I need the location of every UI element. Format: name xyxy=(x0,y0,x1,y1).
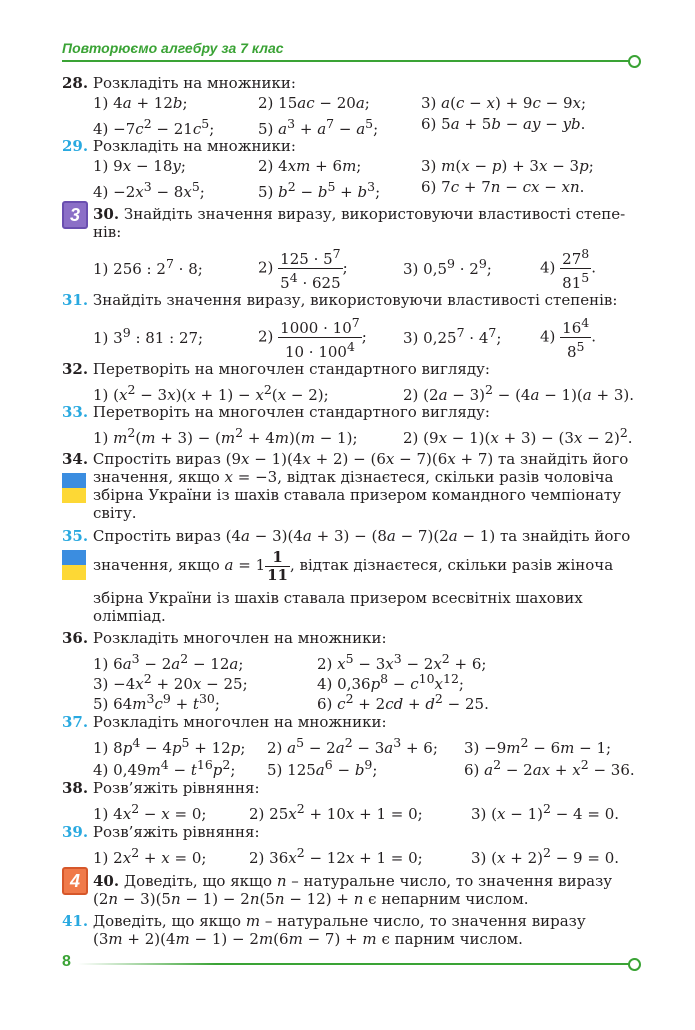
exercise-38-item: 1) $4x^2 - x = 0$; xyxy=(93,801,207,823)
page-header-title: Повторюємо алгебру за 7 клас xyxy=(62,40,284,56)
level-3-badge: 3 xyxy=(62,201,88,229)
exercise-41-line1: 41. Доведіть, що якщо m – натуральне число, то значення виразу xyxy=(62,912,586,930)
exercise-29-item: 3) m(x − p) + 3x − 3p; xyxy=(421,157,594,175)
exercise-37-item: 4) $0,49m^4 - t^{16}p^2$; xyxy=(93,757,236,779)
exercise-29-item: 5) $b^2 - b^5 + b^3$; xyxy=(258,179,381,201)
exercise-34-line3: збірна України із шахів ставала призером командного чемпіонату xyxy=(93,486,622,504)
header-rule-dot xyxy=(628,55,641,68)
header-rule xyxy=(62,60,630,62)
exercise-35-line1: 35. Спростіть вираз (4a − 3)(4a + 3) − (8a − 7)(2a − 1) та знайдіть його xyxy=(62,527,631,545)
exercise-40-line2: (2n − 3)(5n − 1) − 2n(5n − 12) + n є непарним числом. xyxy=(93,890,529,908)
exercise-40-line1: 40. Доведіть, що якщо n – натуральне число, то значення виразу xyxy=(93,872,613,890)
exercise-32-item: 1) $(x^2 - 3x)(x + 1) - x^2(x - 2)$; xyxy=(93,382,329,404)
exercise-29-heading: 29. Розкладіть на множники: xyxy=(62,137,296,155)
exercise-30-item: 3) $0,5^9 \cdot 2^9$; xyxy=(403,256,492,278)
exercise-39-heading: 39. Розв’яжіть рівняння: xyxy=(62,823,260,841)
exercise-30-heading-cont: нів: xyxy=(93,223,122,241)
exercise-28-item: 6) 5a + 5b − ay − yb. xyxy=(421,115,586,133)
exercise-32-item: 2) $(2a - 3)^2 - (4a - 1)(a + 3)$. xyxy=(403,382,635,404)
exercise-29-item: 6) 7c + 7n − cx − xn. xyxy=(421,178,585,196)
exercise-37-item: 1) $8p^4 - 4p^5 + 12p$; xyxy=(93,735,246,757)
exercise-28-item: 3) a(c − x) + 9c − 9x; xyxy=(421,94,587,112)
exercise-29-item: $4) -2x^3 - 8x^5$; xyxy=(93,179,205,201)
exercise-37-item: 6) $a^2 - 2ax + x^2 - 36$. xyxy=(464,757,635,779)
exercise-29-item: 1) 9x − 18y; xyxy=(93,157,186,175)
exercise-38-item: 2) $25x^2 + 10x + 1 = 0$; xyxy=(249,801,423,823)
exercise-31-heading: 31. Знайдіть значення виразу, використовуючи властивості степенів: xyxy=(62,291,618,309)
exercise-32-heading: 32. Перетворіть на многочлен стандартного вигляду: xyxy=(62,360,490,378)
exercise-37-heading: 37. Розкладіть многочлен на множники: xyxy=(62,713,387,731)
exercise-30-item: 1) 256 : $2^7 \cdot 8$; xyxy=(93,256,203,278)
exercise-37-item: $3) -9m^2 - 6m - 1$; xyxy=(464,735,612,757)
exercise-31-item: 3) $0,25^7 \cdot 4^7$; xyxy=(403,325,502,347)
exercise-31-item: 4) $\frac{16^4}{8^5}$ . xyxy=(540,315,596,361)
exercise-33-item: 2) $(9x - 1)(x + 3) - (3x - 2)^2$. xyxy=(403,425,633,447)
footer-rule xyxy=(78,963,630,965)
exercise-35-line2: значення, якщо a = 1 $\frac{1}{11}$ , відтак дізнаєтеся, скільки разів жіноча xyxy=(93,547,614,584)
exercise-34-line4: світу. xyxy=(93,504,137,522)
exercise-28-item: $4) -7c^2 - 21c^5$; xyxy=(93,116,215,138)
exercise-37-item: 5) $125a^6 - b^9$; xyxy=(267,757,378,779)
level-4-badge: 4 xyxy=(62,867,88,895)
footer-rule-dot xyxy=(628,958,641,971)
exercise-39-item: 2) $36x^2 - 12x + 1 = 0$; xyxy=(249,845,423,867)
exercise-29-item: 2) 4xm + 6m; xyxy=(258,157,362,175)
ukraine-flag-icon xyxy=(62,550,86,580)
exercise-38-item: 3) $(x - 1)^2 - 4 = 0$. xyxy=(471,801,620,823)
exercise-33-heading: 33. Перетворіть на многочлен стандартного вигляду: xyxy=(62,403,490,421)
exercise-31-item: 1) $3^9$ : 81 : 27; xyxy=(93,325,204,347)
exercise-28-item: 5) $a^3 + a^7 - a^5$; xyxy=(258,116,379,138)
exercise-28-item: 1) 4a + 12b; xyxy=(93,94,188,112)
exercise-33-item: 1) $m^2(m + 3) - (m^2 + 4m)(m - 1)$; xyxy=(93,425,358,447)
exercise-28-item: 2) 15ac − 20a; xyxy=(258,94,370,112)
exercise-36-item: 4) $0,36p^8 - c^{10}x^{12}$; xyxy=(317,671,464,693)
exercise-36-item: 2) $x^5 - 3x^3 - 2x^2 + 6$; xyxy=(317,651,487,673)
exercise-28-heading: 28. Розкладіть на множники: xyxy=(62,74,296,92)
exercise-30-item: 4) $\frac{27^8}{81^5}$ . xyxy=(540,246,596,292)
exercise-36-heading: 36. Розкладіть многочлен на множники: xyxy=(62,629,387,647)
exercise-35-line3: збірна України із шахів ставала призером всесвітніх шахових xyxy=(93,589,583,607)
exercise-41-line2: (3m + 2)(4m − 1) − 2m(6m − 7) + m є парним числом. xyxy=(93,930,523,948)
exercise-30-heading: 30. Знайдіть значення виразу, використовуючи властивості степе- xyxy=(93,205,626,223)
exercise-36-item: $3) -4x^2 + 20x - 25$; xyxy=(93,671,248,693)
exercise-34-line2: значення, якщо x = −3, відтак дізнаєтеся, скільки разів чоловіча xyxy=(93,468,614,486)
exercise-30-item: 2) $\frac{125 \cdot 5^7}{5^4 \cdot 625}$ ; xyxy=(258,246,348,292)
exercise-38-heading: 38. Розв’яжіть рівняння: xyxy=(62,779,260,797)
exercise-37-item: 2) $a^5 - 2a^2 - 3a^3 + 6$; xyxy=(267,735,438,757)
exercise-34-line1: 34. Спростіть вираз (9x − 1)(4x + 2) − (6x − 7)(6x + 7) та знайдіть його xyxy=(62,450,629,468)
ukraine-flag-icon xyxy=(62,473,86,503)
exercise-36-item: 5) $64m^3c^9 + t^{30}$; xyxy=(93,691,220,713)
exercise-39-item: 1) $2x^2 + x = 0$; xyxy=(93,845,207,867)
exercise-36-item: 6) $c^2 + 2cd + d^2 - 25$. xyxy=(317,691,489,713)
exercise-31-item: 2) $\frac{1000 \cdot 10^7}{10 \cdot 100^4}$ ; xyxy=(258,315,367,361)
exercise-35-line4: олімпіад. xyxy=(93,607,166,625)
page-number: 8 xyxy=(62,953,71,970)
exercise-39-item: 3) $(x + 2)^2 - 9 = 0$. xyxy=(471,845,620,867)
exercise-36-item: 1) $6a^3 - 2a^2 - 12a$; xyxy=(93,651,244,673)
